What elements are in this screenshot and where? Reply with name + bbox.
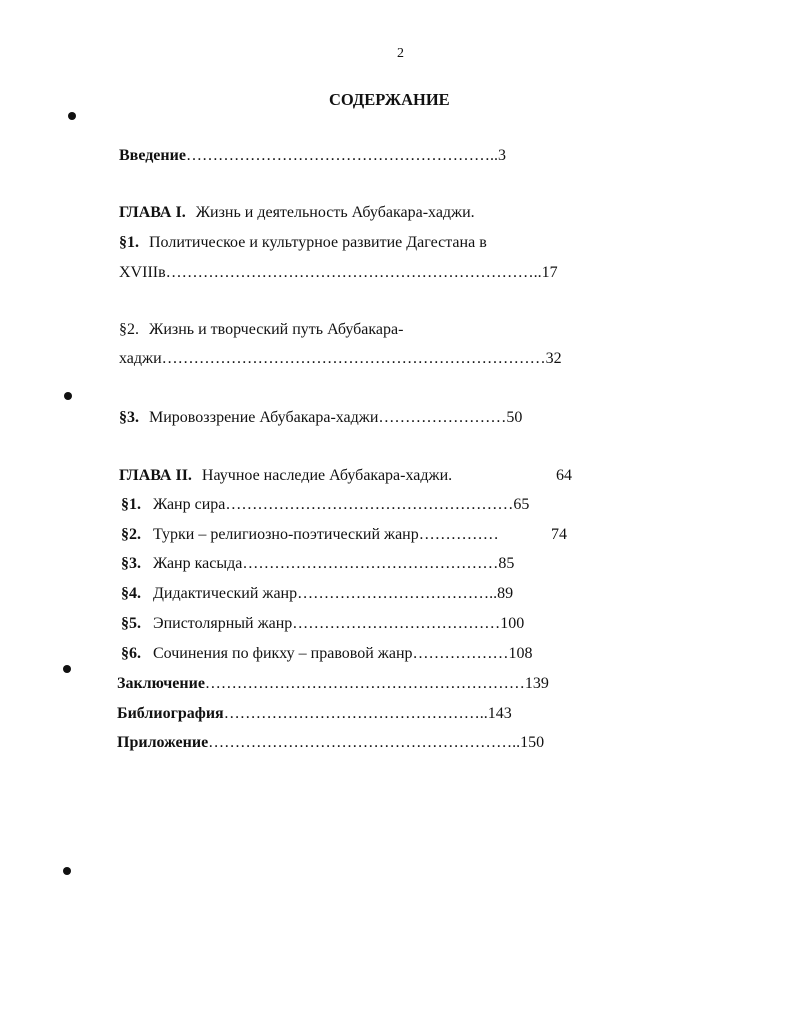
section-number: §3.	[121, 555, 141, 572]
toc-entry-2-6[interactable]	[121, 644, 533, 664]
toc-intro-label: Введение	[119, 147, 186, 164]
toc-entry-intro[interactable]	[119, 146, 506, 166]
section-title: Мировоззрение Абубакара-хаджи	[149, 409, 379, 426]
toc-leader-dots: …………………………………………………..	[185, 147, 498, 164]
section-title: Жанр сира	[153, 496, 226, 513]
section-number: §3.	[119, 409, 139, 426]
toc-entry-1-3[interactable]	[119, 408, 522, 428]
toc-entry-1-1-cont[interactable]	[119, 263, 558, 283]
section-title: Турки – религиозно-поэтический жанр	[153, 526, 419, 543]
section-title-line1: Политическое и культурное развитие Дагестана в	[149, 234, 487, 251]
scan-mark-2	[64, 392, 72, 400]
section-number: §4.	[121, 585, 141, 602]
toc-leader-dots: ………………	[412, 645, 509, 662]
section-number: §6.	[121, 645, 141, 662]
toc-entry-2-4[interactable]	[121, 584, 513, 604]
chapter-1-title: Жизнь и деятельность Абубакара-хаджи.	[195, 204, 475, 221]
toc-bibliography-label: Библиография	[117, 705, 224, 722]
section-number: §2.	[121, 526, 141, 543]
section-number: §2.	[119, 321, 139, 338]
section-title: Жанр касыда	[153, 555, 243, 572]
section-title-line1: Жизнь и творческий путь Абубакара-	[149, 321, 404, 338]
section-title: Дидактический жанр	[153, 585, 298, 602]
toc-page-number: 139	[524, 675, 549, 692]
chapter-2-page-number: 64	[556, 467, 572, 484]
toc-entry-2-3[interactable]	[121, 554, 514, 574]
toc-entry-appendix[interactable]	[117, 733, 544, 753]
toc-page-number: 85	[498, 555, 515, 572]
toc-leader-dots: …………………………………………	[242, 555, 499, 572]
toc-leader-dots: …………………………………………..	[223, 705, 488, 722]
toc-entry-2-5[interactable]	[121, 614, 524, 634]
toc-appendix-label: Приложение	[117, 734, 209, 751]
toc-entry-1-1[interactable]	[119, 233, 487, 253]
toc-leader-dots: …………………………………………………..	[208, 734, 521, 751]
toc-entry-1-2[interactable]	[119, 320, 403, 340]
toc-page-number: 100	[500, 615, 525, 632]
toc-leader-dots: ……………	[418, 526, 499, 543]
chapter-2-title: Научное наследие Абубакара-хаджи.	[201, 467, 453, 484]
scan-mark-1	[68, 112, 76, 120]
toc-page-number: 17	[541, 264, 558, 281]
toc-entry-2-2[interactable]	[121, 525, 499, 545]
section-title: Эпистолярный жанр	[153, 615, 293, 632]
toc-entry-conclusion[interactable]	[117, 674, 549, 694]
page-number: 2	[397, 46, 404, 61]
section-number: §5.	[121, 615, 141, 632]
chapter-1-heading[interactable]	[119, 203, 475, 223]
toc-page-number: 150	[520, 734, 545, 751]
toc-conclusion-label: Заключение	[117, 675, 205, 692]
toc-page-number: 89	[497, 585, 514, 602]
toc-leader-dots: ……………………………………………………	[204, 675, 525, 692]
chapter-2-heading[interactable]	[119, 466, 452, 486]
section-number: §1.	[121, 496, 141, 513]
toc-page-number-2-2: 74	[551, 526, 567, 543]
section-title-line2: XVIIIв	[119, 264, 166, 281]
chapter-2-label: ГЛАВА II.	[119, 467, 192, 484]
toc-page-number: 65	[513, 496, 530, 513]
scan-mark-3	[63, 665, 71, 673]
toc-entry-2-1[interactable]	[121, 495, 529, 515]
toc-leader-dots: ………………………………………………………………	[161, 350, 546, 367]
section-number: §1.	[119, 234, 139, 251]
section-title: Сочинения по фикху – правовой жанр	[153, 645, 413, 662]
chapter-1-label: ГЛАВА I.	[119, 204, 186, 221]
toc-page-number: 50	[506, 409, 523, 426]
page-title: СОДЕРЖАНИЕ	[329, 90, 450, 109]
section-title-line2: хаджи	[119, 350, 162, 367]
toc-leader-dots: ………………………………..	[297, 585, 498, 602]
toc-leader-dots: ………………………………………………	[225, 496, 514, 513]
toc-entry-bibliography[interactable]	[117, 704, 512, 724]
toc-entry-1-2-cont[interactable]	[119, 349, 562, 369]
toc-page-number: 143	[487, 705, 512, 722]
toc-leader-dots: …………………………………	[292, 615, 501, 632]
toc-leader-dots: ……………………………………………………………..	[165, 264, 542, 281]
scan-mark-4	[63, 867, 71, 875]
toc-page-number: 3	[497, 147, 506, 164]
toc-page-number: 32	[545, 350, 562, 367]
toc-page-number: 108	[508, 645, 533, 662]
toc-leader-dots: ……………………	[378, 409, 507, 426]
